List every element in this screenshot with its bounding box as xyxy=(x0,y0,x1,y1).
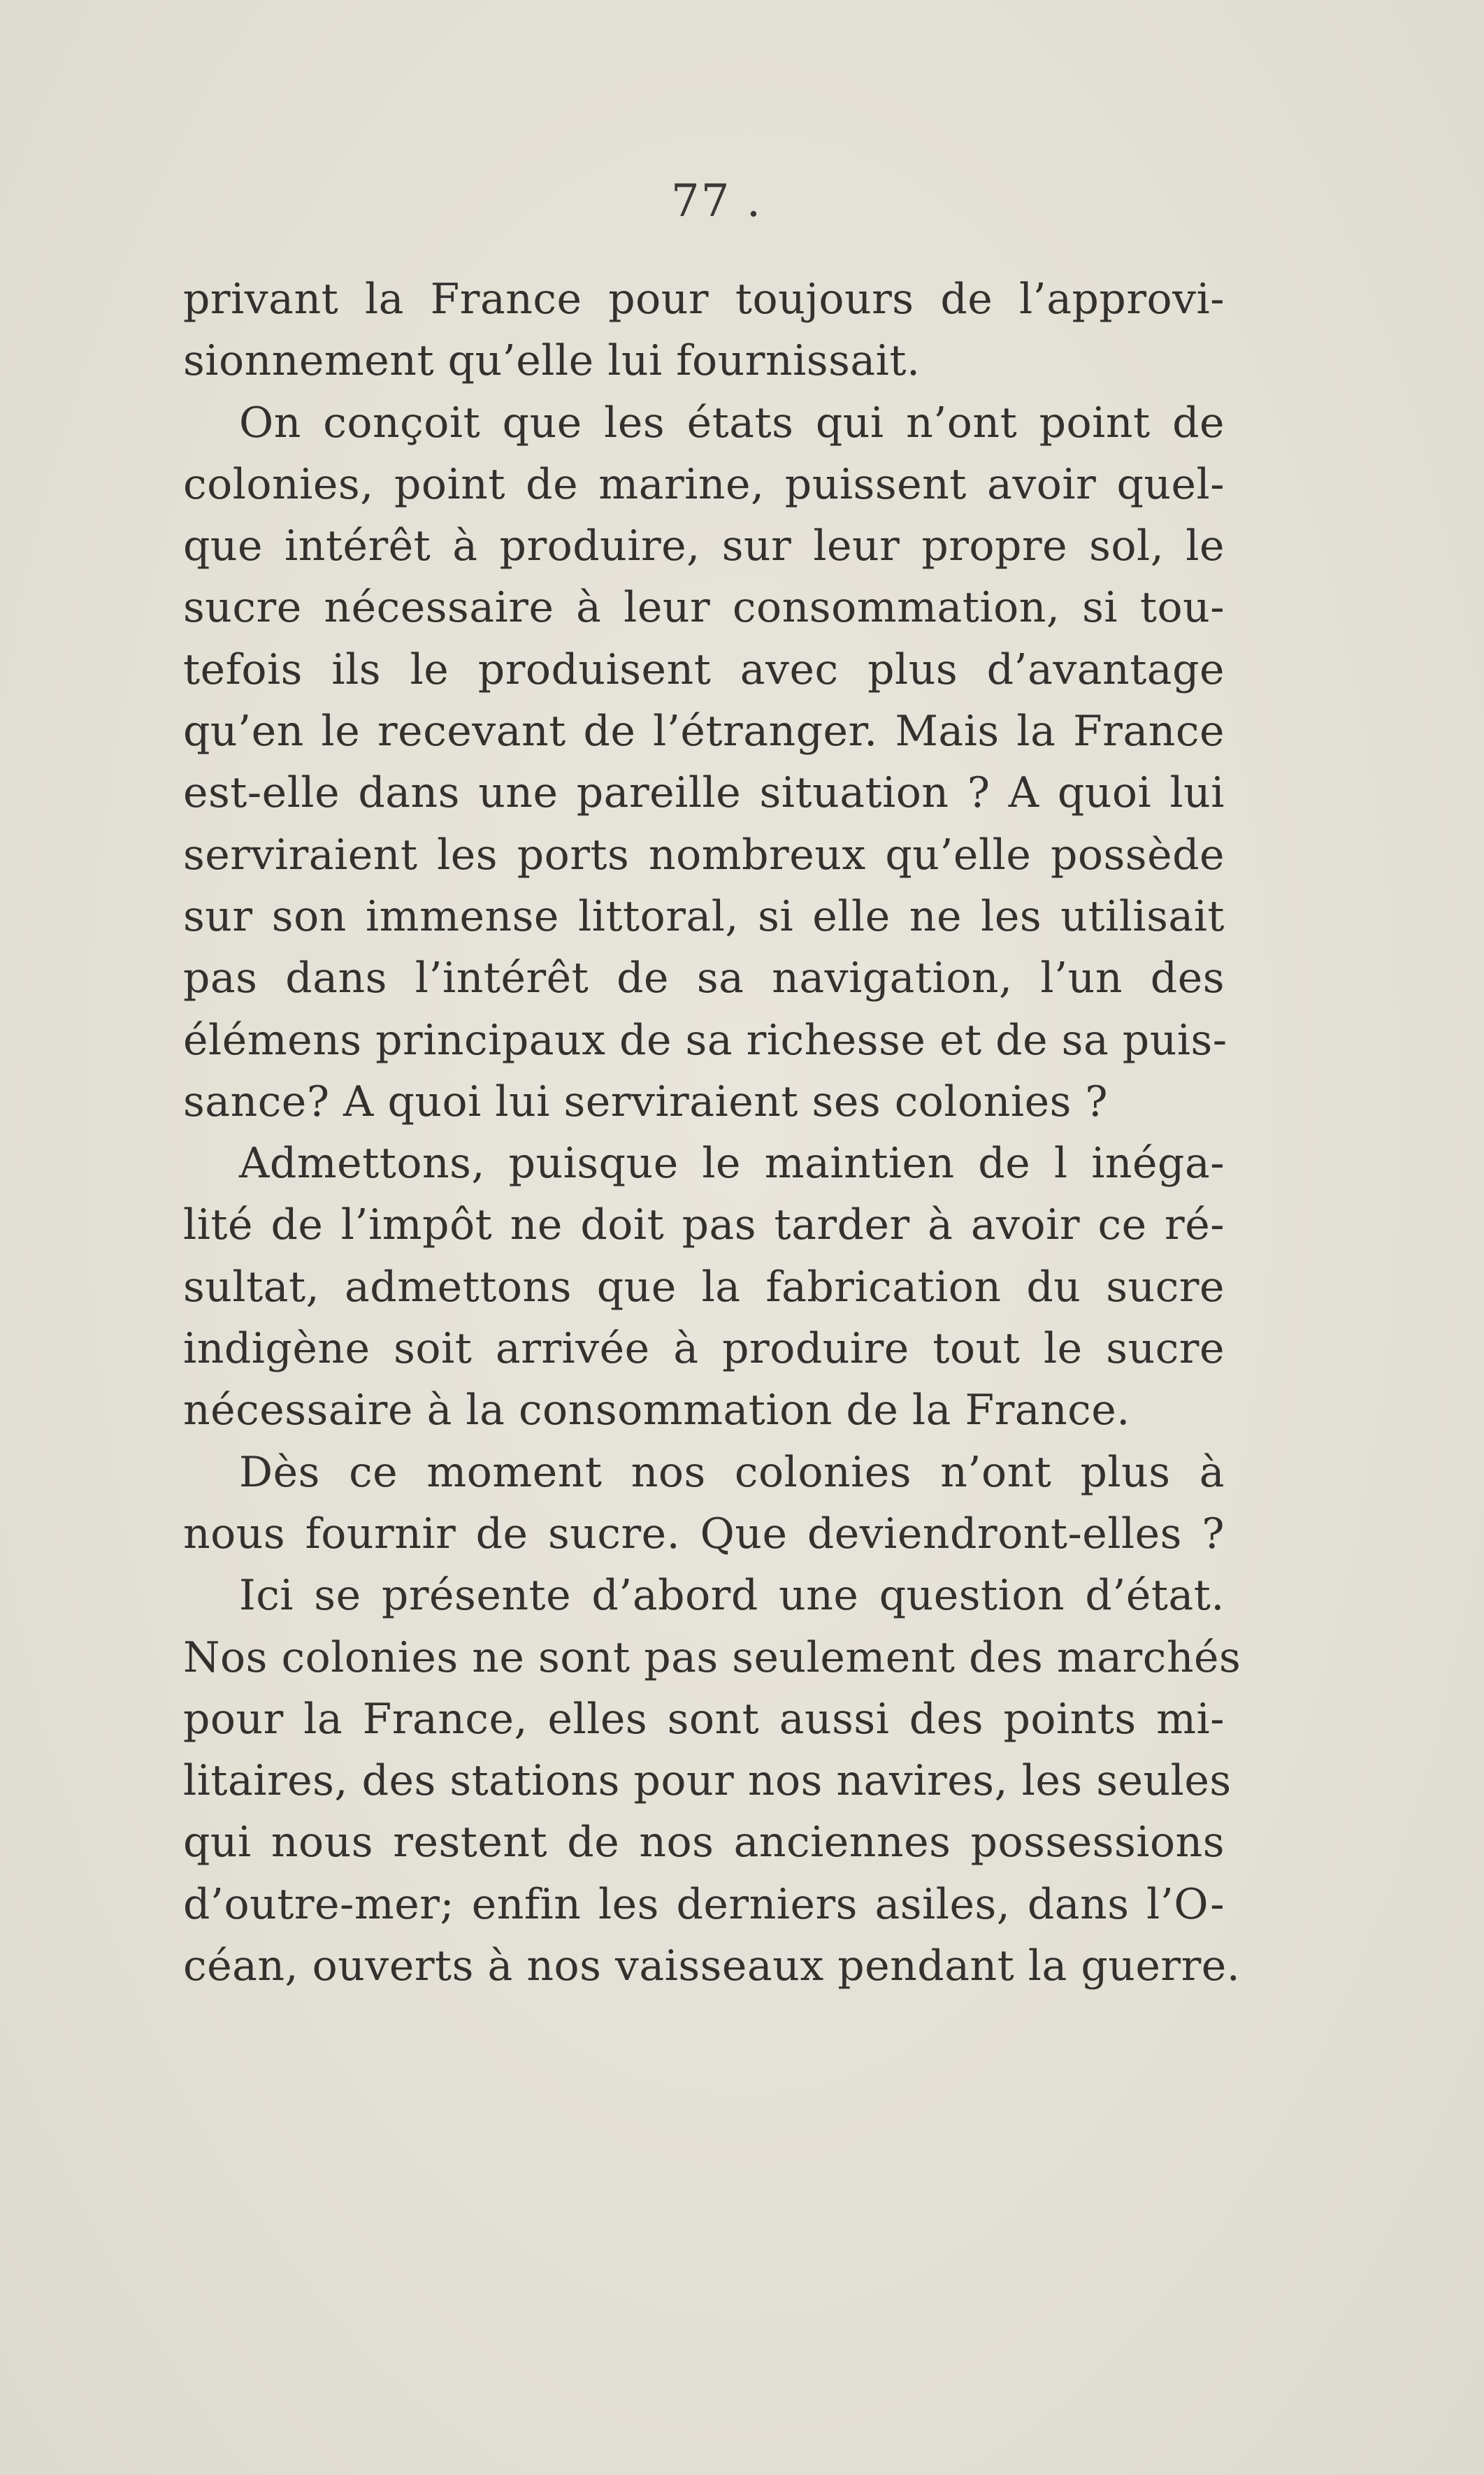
text-line: sance? A quoi lui serviraient ses colonies ? xyxy=(183,1077,1109,1126)
text-line: pour la France, elles sont aussi des points mi- xyxy=(183,1694,1225,1744)
text-line: élémens principaux de sa richesse et de sa puis- xyxy=(183,1015,1227,1065)
text-line: est-elle dans une pareille situation ? A quoi lui xyxy=(183,768,1225,818)
text-line: qui nous restent de nos anciennes possessions xyxy=(183,1818,1225,1867)
text-line: lité de l’impôt ne doit pas tarder à avoir ce ré- xyxy=(183,1200,1225,1250)
text-line: Ici se présente d’abord une question d’état. xyxy=(239,1571,1225,1621)
text-line: indigène soit arrivée à produire tout le sucre xyxy=(183,1324,1225,1374)
text-line: nous fournir de sucre. Que deviendront-elles ? xyxy=(183,1509,1225,1558)
text-line: céan, ouverts à nos vaisseaux pendant la guerre. xyxy=(183,1942,1241,1991)
text-line: colonies, point de marine, puissent avoir quel- xyxy=(183,459,1225,509)
text-line: Admettons, puisque le maintien de l inéga- xyxy=(239,1139,1225,1189)
text-line: sucre nécessaire à leur consommation, si tou- xyxy=(183,583,1225,633)
text-line: On conçoit que les états qui n’ont point de xyxy=(239,398,1225,447)
body-text xyxy=(183,268,1241,1997)
text-line: litaires, des stations pour nos navires, les seules xyxy=(183,1756,1232,1806)
text-line: nécessaire à la consommation de la France. xyxy=(183,1386,1130,1435)
text-line: d’outre-mer; enfin les derniers asiles, dans l’O- xyxy=(183,1879,1225,1929)
text-line: serviraient les ports nombreux qu’elle possède xyxy=(183,830,1225,880)
text-line: privant la France pour toujours de l’approvi- xyxy=(183,275,1225,324)
text-line: Nos colonies ne sont pas seulement des marchés xyxy=(183,1633,1241,1682)
text-line: tefois ils le produisent avec plus d’avantage xyxy=(183,645,1225,694)
text-line: Dès ce moment nos colonies n’ont plus à xyxy=(239,1447,1225,1497)
text-line: que intérêt à produire, sur leur propre sol, le xyxy=(183,522,1225,571)
text-line: sionnement qu’elle lui fournissait. xyxy=(183,336,921,386)
page-number: 77 . xyxy=(671,175,763,227)
text-line: sur son immense littoral, si elle ne les utilisait xyxy=(183,891,1225,941)
text-line: qu’en le recevant de l’étranger. Mais la France xyxy=(183,707,1225,756)
text-line: sultat, admettons que la fabrication du sucre xyxy=(183,1262,1225,1312)
text-line: pas dans l’intérêt de sa navigation, l’un des xyxy=(183,954,1225,1003)
